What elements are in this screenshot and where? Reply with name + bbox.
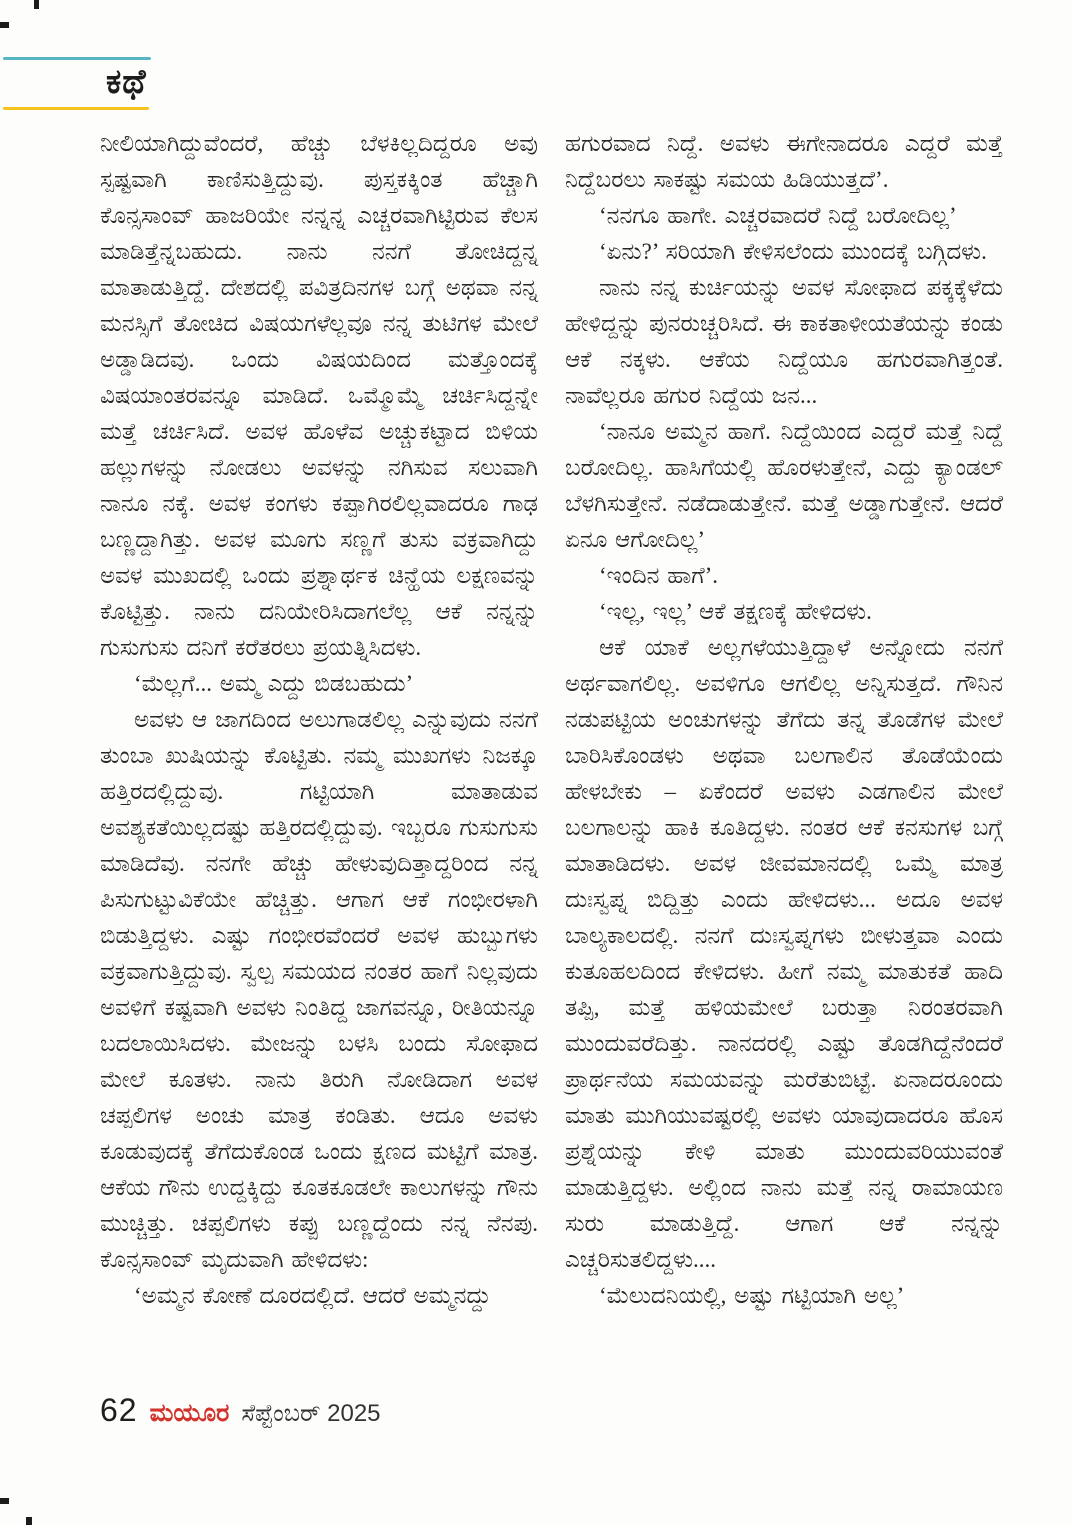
story-paragraph-quote: ‘ಇಂದಿನ ಹಾಗೆ’.	[599, 563, 719, 588]
story-paragraph-quote: ‘ಮೆಲ್ಲಗೆ... ಅಮ್ಮ ಎದ್ದು ಬಿಡಬಹುದು’	[134, 671, 414, 696]
story-paragraph: ನಾನು ನನ್ನ ಕುರ್ಚಿಯನ್ನು ಅವಳ ಸೋಫಾದ ಪಕ್ಕಕ್ಕೆಳೆದು ಹೇಳಿದ್ದನ್ನು ಪುನರುಚ್ಚರಿಸಿದೆ. ಈ ಕಾಕತಾಳೀಯತೆಯನ್ನು ಕಂಡು ಆಕೆ ನಕ್ಕಳು. ಆಕೆಯ ನಿದ್ದೆಯೂ ಹಗುರವಾಗಿತ್ತಂತೆ. ನಾವೆಲ್ಲರೂ ಹಗುರ ನಿದ್ದೆಯ ಜನ...	[565, 275, 1003, 408]
section-title: ಕಥೆ	[106, 63, 147, 101]
story-paragraph: ಹಗುರವಾದ ನಿದ್ದೆ. ಅವಳು ಈಗೇನಾದರೂ ಎದ್ದರೆ ಮತ್ತೆ ನಿದ್ದೆಬರಲು ಸಾಕಷ್ಟು ಸಮಯ ಹಿಡಿಯುತ್ತದೆ’.	[565, 131, 1003, 192]
issue-date: ಸೆಪ್ಟೆಂಬರ್ 2025	[241, 1400, 381, 1427]
header-rule-bottom	[3, 107, 149, 110]
story-paragraph-quote: ‘ನನಗೂ ಹಾಗೇ. ಎಚ್ಚರವಾದರೆ ನಿದ್ದೆ ಬರೋದಿಲ್ಲ’	[599, 203, 957, 228]
story-paragraph: ನೀಲಿಯಾಗಿದ್ದುವೆಂದರೆ, ಹೆಚ್ಚು ಬೆಳಕಿಲ್ಲದಿದ್ದರೂ ಅವು ಸ್ಪಷ್ಟವಾಗಿ ಕಾಣಿಸುತ್ತಿದ್ದುವು. ಪುಸ್ತಕಕ್ಕಿಂತ ಹೆಚ್ಚಾಗಿ ಕೊನ್ಸಸಾಂವ್ ಹಾಜರಿಯೇ ನನ್ನನ್ನ ಎಚ್ಚರವಾಗಿಟ್ಟಿರುವ ಕೆಲಸ ಮಾಡಿತ್ತೆನ್ನಬಹುದು. ನಾನು ನನಗೆ ತೋಚಿದ್ದನ್ನ ಮಾತಾಡುತ್ತಿದ್ದೆ. ದೇಶದಲ್ಲಿ ಪವಿತ್ರದಿನಗಳ ಬಗ್ಗೆ ಅಥವಾ ನನ್ನ ಮನಸ್ಸಿಗೆ ತೋಚಿದ ವಿಷಯಗಳೆಲ್ಲವೂ ನನ್ನ ತುಟಿಗಳ ಮೇಲೆ ಅಡ್ಡಾಡಿದವು. ಒಂದು ವಿಷಯದಿಂದ ಮತ್ತೊಂದಕ್ಕೆ ವಿಷಯಾಂತರವನ್ನೂ ಮಾಡಿದೆ. ಒಮ್ಮೊಮ್ಮೆ ಚರ್ಚಿಸಿದ್ದನ್ನೇ ಮತ್ತೆ ಚರ್ಚಿಸಿದೆ. ಅವಳ ಹೊಳೆವ ಅಚ್ಚುಕಟ್ಟಾದ ಬಿಳಿಯ ಹಲ್ಲುಗಳನ್ನು ನೋಡಲು ಅವಳನ್ನು ನಗಿಸುವ ಸಲುವಾಗಿ ನಾನೂ ನಕ್ಕೆ. ಅವಳ ಕಂಗಳು ಕಪ್ಪಾಗಿರಲಿಲ್ಲವಾದರೂ ಗಾಢ ಬಣ್ಣದ್ದಾಗಿತ್ತು. ಅವಳ ಮೂಗು ಸಣ್ಣಗೆ ತುಸು ವಕ್ರವಾಗಿದ್ದು ಅವಳ ಮುಖದಲ್ಲಿ ಒಂದು ಪ್ರಶ್ನಾರ್ಥಕ ಚಿನ್ಹೆಯ ಲಕ್ಷಣವನ್ನು ಕೊಟ್ಟಿತ್ತು. ನಾನು ದನಿಯೇರಿಸಿದಾಗಲೆಲ್ಲ ಆಕೆ ನನ್ನನ್ನು ಗುಸುಗುಸು ದನಿಗೆ ಕರೆತರಲು ಪ್ರಯತ್ನಿಸಿದಳು.	[100, 131, 538, 660]
registration-mark	[26, 1517, 32, 1525]
magazine-name: ಮಯೂರ	[149, 1399, 230, 1427]
story-paragraph-quote: ‘ಅಮ್ಮನ ಕೋಣೆ ದೂರದಲ್ಲಿದೆ. ಆದರೆ ಅಮ್ಮನದ್ದು	[134, 1283, 491, 1308]
story-paragraph: ಆಕೆ ಯಾಕೆ ಅಲ್ಲಗಳೆಯುತ್ತಿದ್ದಾಳೆ ಅನ್ನೋದು ನನಗೆ ಅರ್ಥವಾಗಲಿಲ್ಲ. ಅವಳಿಗೂ ಆಗಲಿಲ್ಲ ಅನ್ನಿಸುತ್ತದೆ. ಗೌನಿನ ನಡುಪಟ್ಟಿಯ ಅಂಚುಗಳನ್ನು ತೆಗೆದು ತನ್ನ ತೊಡೆಗಳ ಮೇಲೆ ಬಾರಿಸಿಕೊಂಡಳು ಅಥವಾ ಬಲಗಾಲಿನ ತೊಡೆಯೆಂದು ಹೇಳಬೇಕು – ಏಕೆಂದರೆ ಅವಳು ಎಡಗಾಲಿನ ಮೇಲೆ ಬಲಗಾಲನ್ನು ಹಾಕಿ ಕೂತಿದ್ದಳು. ನಂತರ ಆಕೆ ಕನಸುಗಳ ಬಗ್ಗೆ ಮಾತಾಡಿದಳು. ಅವಳ ಜೀವಮಾನದಲ್ಲಿ ಒಮ್ಮೆ ಮಾತ್ರ ದುಃಸ್ವಪ್ನ ಬಿದ್ದಿತ್ತು ಎಂದು ಹೇಳಿದಳು... ಅದೂ ಅವಳ ಬಾಲ್ಯಕಾಲದಲ್ಲಿ. ನನಗೆ ದುಃಸ್ವಪ್ನಗಳು ಬೀಳುತ್ತವಾ ಎಂದು ಕುತೂಹಲದಿಂದ ಕೇಳಿದಳು. ಹೀಗೆ ನಮ್ಮ ಮಾತುಕತೆ ಹಾದಿ ತಪ್ಪಿ, ಮತ್ತೆ ಹಳಿಯಮೇಲೆ ಬರುತ್ತಾ ನಿರಂತರವಾಗಿ ಮುಂದುವರೆದಿತ್ತು. ನಾನದರಲ್ಲಿ ಎಷ್ಟು ತೊಡಗಿದ್ದೆನೆಂದರೆ ಪ್ರಾರ್ಥನೆಯ ಸಮಯವನ್ನು ಮರೆತುಬಿಟ್ಟೆ. ಏನಾದರೂಂದು ಮಾತು ಮುಗಿಯುವಷ್ಟರಲ್ಲಿ ಅವಳು ಯಾವುದಾದರೂ ಹೊಸ ಪ್ರಶ್ನೆಯನ್ನು ಕೇಳಿ ಮಾತು ಮುಂದುವರಿಯುವಂತೆ ಮಾಡುತ್ತಿದ್ದಳು. ಅಲ್ಲಿಂದ ನಾನು ಮತ್ತೆ ನನ್ನ ರಾಮಾಯಣ ಸುರು ಮಾಡುತ್ತಿದ್ದೆ. ಆಗಾಗ ಆಕೆ ನನ್ನನ್ನು ಎಚ್ಚರಿಸುತಲಿದ್ದಳು....	[565, 635, 1003, 1272]
page-footer	[100, 1392, 381, 1429]
story-paragraph-quote: ‘ಇಲ್ಲ, ಇಲ್ಲ’ ಆಕೆ ತಕ್ಷಣಕ್ಕೆ ಹೇಳಿದಳು.	[599, 599, 872, 624]
story-paragraph: ಅವಳು ಆ ಜಾಗದಿಂದ ಅಲುಗಾಡಲಿಲ್ಲ ಎನ್ನುವುದು ನನಗೆ ತುಂಬಾ ಖುಷಿಯನ್ನು ಕೊಟ್ಟಿತು. ನಮ್ಮ ಮುಖಗಳು ನಿಜಕ್ಕೂ ಹತ್ತಿರದಲ್ಲಿದ್ದುವು. ಗಟ್ಟಿಯಾಗಿ ಮಾತಾಡುವ ಅವಶ್ಯಕತೆಯಿಲ್ಲದಷ್ಟು ಹತ್ತಿರದಲ್ಲಿದ್ದುವು. ಇಬ್ಬರೂ ಗುಸುಗುಸು ಮಾಡಿದೆವು. ನನಗೇ ಹೆಚ್ಚು ಹೇಳುವುದಿತ್ತಾದ್ದರಿಂದ ನನ್ನ ಪಿಸುಗುಟ್ಟುವಿಕೆಯೇ ಹೆಚ್ಚಿತ್ತು. ಆಗಾಗ ಆಕೆ ಗಂಭೀರಳಾಗಿ ಬಿಡುತ್ತಿದ್ದಳು. ಎಷ್ಟು ಗಂಭೀರವೆಂದರೆ ಅವಳ ಹುಬ್ಬುಗಳು ವಕ್ರವಾಗುತ್ತಿದ್ದುವು. ಸ್ವಲ್ಪ ಸಮಯದ ನಂತರ ಹಾಗೆ ನಿಲ್ಲವುದು ಅವಳಿಗೆ ಕಷ್ಟವಾಗಿ ಅವಳು ನಿಂತಿದ್ದ ಜಾಗವನ್ನೂ, ರೀತಿಯನ್ನೂ ಬದಲಾಯಿಸಿದಳು. ಮೇಜನ್ನು ಬಳಸಿ ಬಂದು ಸೋಫಾದ ಮೇಲೆ ಕೂತಳು. ನಾನು ತಿರುಗಿ ನೋಡಿದಾಗ ಅವಳ ಚಪ್ಪಲಿಗಳ ಅಂಚು ಮಾತ್ರ ಕಂಡಿತು. ಆದೂ ಅವಳು ಕೂಡುವುದಕ್ಕೆ ತೆಗೆದುಕೊಂಡ ಒಂದು ಕ್ಷಣದ ಮಟ್ಟಿಗೆ ಮಾತ್ರ. ಆಕೆಯ ಗೌನು ಉದ್ದಕ್ಕಿದ್ದು ಕೂತಕೂಡಲೇ ಕಾಲುಗಳನ್ನು ಗೌನು ಮುಚ್ಚಿತ್ತು. ಚಪ್ಪಲಿಗಳು ಕಪ್ಪು ಬಣ್ಣದ್ದೆಂದು ನನ್ನ ನೆನಪು. ಕೊನ್ಸಸಾಂವ್ ಮೃದುವಾಗಿ ಹೇಳಿದಳು:	[100, 707, 538, 1272]
right-column	[565, 126, 1003, 1380]
registration-mark	[34, 0, 39, 9]
left-column	[100, 126, 538, 1380]
story-body	[100, 126, 1003, 1380]
header-rule-top	[3, 57, 151, 60]
story-paragraph-quote: ‘ಏನು?’ ಸರಿಯಾಗಿ ಕೇಳಿಸಲೆಂದು ಮುಂದಕ್ಕೆ ಬಗ್ಗಿದಳು.	[599, 239, 987, 264]
page-number: 62	[100, 1392, 138, 1428]
registration-mark	[0, 1498, 9, 1504]
story-paragraph-quote: ‘ನಾನೂ ಅಮ್ಮನ ಹಾಗೆ. ನಿದ್ದೆಯಿಂದ ಎದ್ದರೆ ಮತ್ತೆ ನಿದ್ದೆ ಬರೋದಿಲ್ಲ. ಹಾಸಿಗೆಯಲ್ಲಿ ಹೊರಳುತ್ತೇನೆ, ಎದ್ದು ಕ್ಯಾಂಡಲ್ ಬೆಳಗಿಸುತ್ತೇನೆ. ನಡೆದಾಡುತ್ತೇನೆ. ಮತ್ತೆ ಅಡ್ಡಾಗುತ್ತೇನೆ. ಆದರೆ ಏನೂ ಆಗೋದಿಲ್ಲ’	[565, 419, 1003, 552]
registration-mark	[0, 22, 9, 28]
story-paragraph-quote: ‘ಮೆಲುದನಿಯಲ್ಲಿ, ಅಷ್ಟು ಗಟ್ಟಿಯಾಗಿ ಅಲ್ಲ’	[599, 1283, 905, 1308]
